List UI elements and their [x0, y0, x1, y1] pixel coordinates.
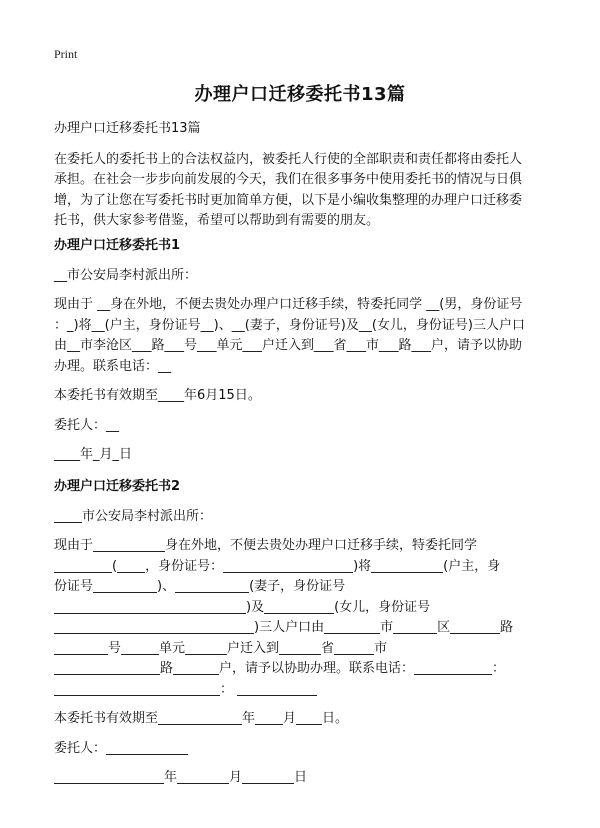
- letter-1-addressee: __市公安局李村派出所：: [54, 267, 198, 283]
- letter-2-date: 年 月 日: [54, 768, 554, 789]
- blank-field: [54, 599, 246, 614]
- blank-field: [54, 558, 112, 573]
- blank-field: [264, 599, 334, 614]
- intro-line: 在委托人的委托书上的合法权益内，被委托人行使的全部职责和责任都将由委托人: [54, 151, 523, 167]
- blank-field: [296, 710, 322, 725]
- letter-1-client: 委托人：__: [54, 417, 120, 433]
- letter-2-addressee: 市公安局李村派出所：: [54, 507, 554, 528]
- intro-line: 增，为了让您在写委托书时更加简单方便，以下是小编收集整理的办理户口迁移委: [54, 192, 523, 208]
- letter-2-body-line: ( ，身份证号： )将 (户主，身: [54, 557, 554, 578]
- blank-field: [223, 558, 353, 573]
- blank-field: [334, 640, 374, 655]
- blank-field: [255, 710, 283, 725]
- blank-field: [106, 740, 188, 755]
- letter-1-validity: 本委托书有效期至____年6月15日。: [54, 388, 261, 403]
- letter-2-body-line: )三人户口由 市 区 路: [54, 618, 554, 639]
- blank-field: [117, 558, 145, 573]
- document-subtitle: 办理户口迁移委托书13篇: [54, 121, 201, 136]
- blank-field: [54, 640, 108, 655]
- blank-field: [279, 640, 321, 655]
- blank-field: [93, 537, 165, 552]
- letter-2-body-line: )及 (女儿，身份证号: [54, 598, 554, 619]
- letter-2-body-line: 现由于 身在外地，不便去贵处办理户口迁移手续，特委托同学: [54, 538, 478, 553]
- intro-line: 承担。在社会一步步向前发展的今天，我们在很多事务中使用委托书的情况与日俱: [54, 172, 523, 187]
- intro-line: 托书，供大家参考借鉴，希望可以帮助到有需要的朋友。: [54, 213, 380, 228]
- blank-field: [237, 681, 317, 696]
- blank-field: [54, 619, 254, 634]
- letter-1-body-line: ：_)将__(户主，身份证号__)、__(妻子，身份证号)及__(女儿，身份证号)三人户口: [54, 317, 526, 333]
- letter-2-heading: 办理户口迁移委托书2: [54, 479, 181, 494]
- blank-field: [450, 619, 500, 634]
- blank-field: [121, 640, 159, 655]
- print-link[interactable]: Print: [54, 47, 78, 61]
- blank-field: [93, 578, 157, 593]
- blank-field: [173, 660, 219, 675]
- intro-section: [54, 119, 554, 232]
- blank-field: [393, 619, 437, 634]
- blank-field: [324, 619, 380, 634]
- letter-2-body-line: ：: [54, 680, 554, 701]
- blank-field: [158, 710, 242, 725]
- letter-1-body-line: 由__市李沧区___路___号___单元___户迁入到___省___市___路___户，请予以协助: [54, 338, 523, 353]
- blank-field: [177, 769, 229, 784]
- letter-1-date: ____年_月_日: [54, 447, 133, 462]
- letter-2-body-line: 份证号 )、 (妻子，身份证号: [54, 579, 346, 594]
- blank-field: [185, 640, 227, 655]
- letter-2-body-line: 路 户，请予以协助办理。联系电话： ：: [54, 659, 554, 680]
- blank-field: [54, 769, 164, 784]
- blank-field: [54, 660, 160, 675]
- blank-field: [414, 660, 492, 675]
- letter-1-heading: 办理户口迁移委托书1: [54, 238, 181, 253]
- document-title: 办理户口迁移委托书13篇: [194, 84, 406, 105]
- letter-2-validity: 本委托书有效期至 年 月 日。: [54, 711, 349, 726]
- blank-field: [54, 681, 220, 696]
- letter-2-client: 委托人：: [54, 739, 554, 760]
- letter-2-body-line: 号 单元 户迁入到 省 市: [54, 639, 554, 660]
- blank-field: [54, 508, 82, 523]
- letter-1: [54, 236, 554, 466]
- letter-2: [54, 477, 554, 789]
- blank-field: [371, 558, 443, 573]
- blank-field: [242, 769, 294, 784]
- letter-1-body-line: 办理。联系电话：__: [54, 358, 172, 374]
- blank-field: [175, 578, 249, 593]
- letter-1-body-line: 现由于 __身在外地，不便去贵处办理户口迁移手续，特委托同学 __(男，身份证号: [54, 297, 523, 312]
